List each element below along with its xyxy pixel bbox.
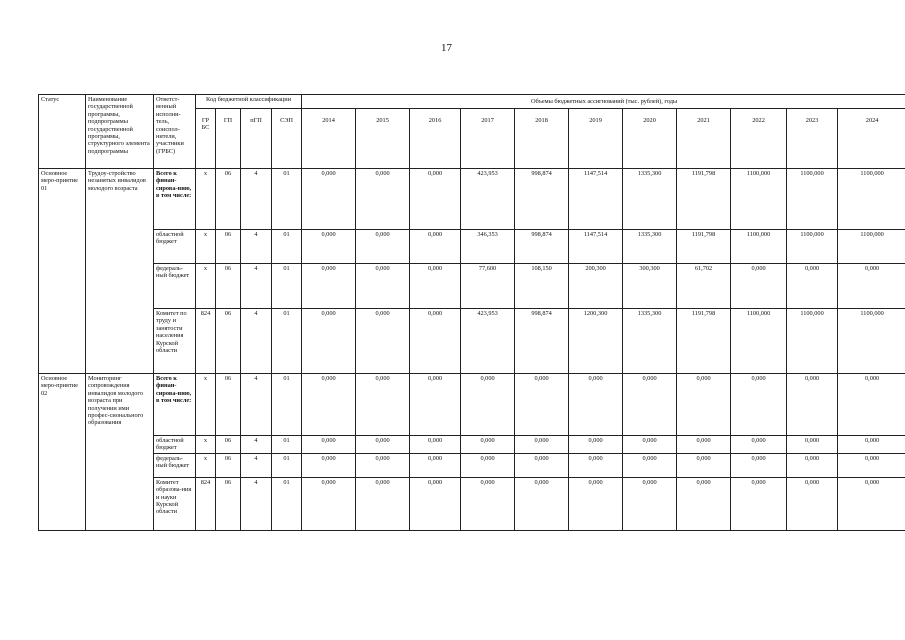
row-value-2021: 0,000 xyxy=(677,374,731,436)
row-value-2024: 0,000 xyxy=(838,477,905,530)
row-value-2014: 0,000 xyxy=(302,436,356,454)
row-grbs: х xyxy=(196,230,216,264)
row-value-2016: 0,000 xyxy=(410,309,461,374)
row-value-2015: 0,000 xyxy=(356,477,410,530)
row-value-2019: 1200,300 xyxy=(569,309,623,374)
header-row-1 xyxy=(39,95,905,109)
row-value-2023: 1100,000 xyxy=(787,230,838,264)
row-pgp: 4 xyxy=(241,453,272,477)
row-value-2024: 0,000 xyxy=(838,453,905,477)
row-value-2016: 0,000 xyxy=(410,264,461,309)
row-gp: 06 xyxy=(216,264,241,309)
row-value-2018: 0,000 xyxy=(515,453,569,477)
header-year-2016: 2016 xyxy=(410,109,461,169)
table-row xyxy=(39,453,905,477)
row-program-name: Трудоу-стройство незанятых инвалидов молодого возраста xyxy=(86,169,154,374)
row-pgp: 4 xyxy=(241,169,272,230)
row-value-2020: 0,000 xyxy=(623,477,677,530)
row-value-2018: 998,874 xyxy=(515,309,569,374)
row-value-2018: 0,000 xyxy=(515,374,569,436)
row-pgp: 4 xyxy=(241,477,272,530)
row-value-2017: 346,353 xyxy=(461,230,515,264)
row-value-2018: 998,874 xyxy=(515,169,569,230)
row-value-2023: 0,000 xyxy=(787,264,838,309)
header-year-2015: 2015 xyxy=(356,109,410,169)
header-year-2021: 2021 xyxy=(677,109,731,169)
row-value-2024: 1100,000 xyxy=(838,230,905,264)
row-value-2021: 0,000 xyxy=(677,436,731,454)
row-value-2018: 0,000 xyxy=(515,436,569,454)
row-value-2015: 0,000 xyxy=(356,230,410,264)
row-value-2021: 0,000 xyxy=(677,453,731,477)
row-funding-source: федераль-ный бюджет xyxy=(154,453,196,477)
row-value-2014: 0,000 xyxy=(302,453,356,477)
row-funding-source: областной бюджет xyxy=(154,436,196,454)
row-grbs: х xyxy=(196,264,216,309)
header-pgp: пГП xyxy=(241,109,272,169)
row-value-2014: 0,000 xyxy=(302,230,356,264)
row-value-2022: 0,000 xyxy=(731,264,787,309)
row-grbs: х xyxy=(196,436,216,454)
row-grbs: х xyxy=(196,169,216,230)
row-gp: 06 xyxy=(216,374,241,436)
row-value-2017: 0,000 xyxy=(461,374,515,436)
header-year-2020: 2020 xyxy=(623,109,677,169)
header-volumes: Объемы бюджетных ассигнований (тыс. рублей), годы xyxy=(302,95,905,109)
row-pgp: 4 xyxy=(241,264,272,309)
header-year-2018: 2018 xyxy=(515,109,569,169)
header-gp: ГП xyxy=(216,109,241,169)
row-sep: 01 xyxy=(272,264,302,309)
row-value-2019: 1147,514 xyxy=(569,230,623,264)
row-value-2016: 0,000 xyxy=(410,169,461,230)
row-value-2019: 200,300 xyxy=(569,264,623,309)
page-number: 17 xyxy=(441,42,452,54)
row-sep: 01 xyxy=(272,436,302,454)
row-status: Основное меро-приятие 02 xyxy=(39,374,86,531)
row-sep: 01 xyxy=(272,309,302,374)
row-grbs: х xyxy=(196,374,216,436)
table-row xyxy=(39,374,905,436)
row-sep: 01 xyxy=(272,477,302,530)
header-year-2019: 2019 xyxy=(569,109,623,169)
row-value-2015: 0,000 xyxy=(356,453,410,477)
row-value-2021: 61,702 xyxy=(677,264,731,309)
row-value-2023: 0,000 xyxy=(787,477,838,530)
row-sep: 01 xyxy=(272,374,302,436)
row-value-2017: 0,000 xyxy=(461,436,515,454)
table-row xyxy=(39,436,905,454)
row-gp: 06 xyxy=(216,169,241,230)
row-value-2019: 1147,514 xyxy=(569,169,623,230)
header-budget-code: Код бюджетной классификации xyxy=(196,95,302,109)
row-value-2014: 0,000 xyxy=(302,264,356,309)
row-pgp: 4 xyxy=(241,436,272,454)
row-value-2015: 0,000 xyxy=(356,374,410,436)
row-value-2024: 0,000 xyxy=(838,264,905,309)
row-value-2020: 0,000 xyxy=(623,374,677,436)
row-value-2022: 0,000 xyxy=(731,436,787,454)
row-gp: 06 xyxy=(216,230,241,264)
row-grbs: 824 xyxy=(196,477,216,530)
row-value-2014: 0,000 xyxy=(302,477,356,530)
row-value-2017: 0,000 xyxy=(461,477,515,530)
row-funding-source: Всего к финан-сирова-нию, в том числе: xyxy=(154,374,196,436)
row-value-2019: 0,000 xyxy=(569,436,623,454)
row-value-2015: 0,000 xyxy=(356,436,410,454)
header-year-2014: 2014 xyxy=(302,109,356,169)
row-value-2020: 300,300 xyxy=(623,264,677,309)
row-value-2023: 1100,000 xyxy=(787,309,838,374)
row-value-2023: 0,000 xyxy=(787,374,838,436)
header-sep: СЭП xyxy=(272,109,302,169)
header-year-2024: 2024 xyxy=(838,109,905,169)
row-grbs: 824 xyxy=(196,309,216,374)
row-value-2021: 0,000 xyxy=(677,477,731,530)
row-value-2014: 0,000 xyxy=(302,374,356,436)
row-value-2016: 0,000 xyxy=(410,477,461,530)
row-value-2015: 0,000 xyxy=(356,264,410,309)
row-value-2022: 1100,000 xyxy=(731,169,787,230)
row-sep: 01 xyxy=(272,230,302,264)
row-value-2015: 0,000 xyxy=(356,309,410,374)
row-funding-source: федераль-ный бюджет xyxy=(154,264,196,309)
row-status: Основное меро-приятие 01 xyxy=(39,169,86,374)
row-value-2016: 0,000 xyxy=(410,230,461,264)
row-value-2019: 0,000 xyxy=(569,374,623,436)
table-row xyxy=(39,230,905,264)
header-executor: Ответст-венный исполни-тель, соиспол-нители, участники (ГРБС) xyxy=(154,95,196,169)
row-gp: 06 xyxy=(216,477,241,530)
row-value-2020: 1335,300 xyxy=(623,230,677,264)
row-value-2022: 1100,000 xyxy=(731,230,787,264)
row-pgp: 4 xyxy=(241,230,272,264)
row-value-2018: 0,000 xyxy=(515,477,569,530)
row-value-2023: 0,000 xyxy=(787,436,838,454)
table-row xyxy=(39,264,905,309)
header-grbs: ГР БС xyxy=(196,109,216,169)
table-row xyxy=(39,309,905,374)
row-sep: 01 xyxy=(272,453,302,477)
row-funding-source: Комитет по труду и занятости населения Курской области xyxy=(154,309,196,374)
row-gp: 06 xyxy=(216,453,241,477)
table-row xyxy=(39,477,905,530)
header-year-2017: 2017 xyxy=(461,109,515,169)
row-gp: 06 xyxy=(216,309,241,374)
row-value-2016: 0,000 xyxy=(410,453,461,477)
row-pgp: 4 xyxy=(241,374,272,436)
header-year-2022: 2022 xyxy=(731,109,787,169)
row-value-2019: 0,000 xyxy=(569,477,623,530)
row-value-2022: 1100,000 xyxy=(731,309,787,374)
row-value-2014: 0,000 xyxy=(302,169,356,230)
row-funding-source: Всего к финан-сирова-нию, в том числе: xyxy=(154,169,196,230)
table-row xyxy=(39,169,905,230)
header-status: Статус xyxy=(39,95,86,169)
row-value-2021: 1191,798 xyxy=(677,309,731,374)
row-value-2017: 423,953 xyxy=(461,309,515,374)
row-value-2020: 0,000 xyxy=(623,453,677,477)
row-value-2021: 1191,798 xyxy=(677,169,731,230)
row-funding-source: областной бюджет xyxy=(154,230,196,264)
budget-allocation-table xyxy=(38,94,905,531)
row-value-2023: 1100,000 xyxy=(787,169,838,230)
row-value-2019: 0,000 xyxy=(569,453,623,477)
row-value-2016: 0,000 xyxy=(410,374,461,436)
row-value-2016: 0,000 xyxy=(410,436,461,454)
row-value-2022: 0,000 xyxy=(731,477,787,530)
row-value-2020: 1335,300 xyxy=(623,169,677,230)
row-value-2021: 1191,798 xyxy=(677,230,731,264)
row-value-2023: 0,000 xyxy=(787,453,838,477)
header-year-2023: 2023 xyxy=(787,109,838,169)
row-value-2022: 0,000 xyxy=(731,374,787,436)
row-value-2024: 0,000 xyxy=(838,374,905,436)
row-value-2017: 77,600 xyxy=(461,264,515,309)
row-sep: 01 xyxy=(272,169,302,230)
row-grbs: х xyxy=(196,453,216,477)
row-funding-source: Комитет образова-ния и науки Курской области xyxy=(154,477,196,530)
row-value-2024: 1100,000 xyxy=(838,309,905,374)
row-value-2024: 0,000 xyxy=(838,436,905,454)
row-value-2020: 1335,300 xyxy=(623,309,677,374)
row-value-2017: 0,000 xyxy=(461,453,515,477)
row-value-2017: 423,953 xyxy=(461,169,515,230)
row-value-2020: 0,000 xyxy=(623,436,677,454)
row-gp: 06 xyxy=(216,436,241,454)
row-value-2018: 108,150 xyxy=(515,264,569,309)
row-value-2022: 0,000 xyxy=(731,453,787,477)
row-program-name: Мониторинг сопровождения инвалидов молодого возраста при получении ими профес-сионального образования xyxy=(86,374,154,531)
row-value-2024: 1100,000 xyxy=(838,169,905,230)
row-pgp: 4 xyxy=(241,309,272,374)
row-value-2015: 0,000 xyxy=(356,169,410,230)
header-name: Наименование государственной программы, подпрограммы государственной программы, структурного элемента подпрограммы xyxy=(86,95,154,169)
row-value-2018: 998,874 xyxy=(515,230,569,264)
row-value-2014: 0,000 xyxy=(302,309,356,374)
